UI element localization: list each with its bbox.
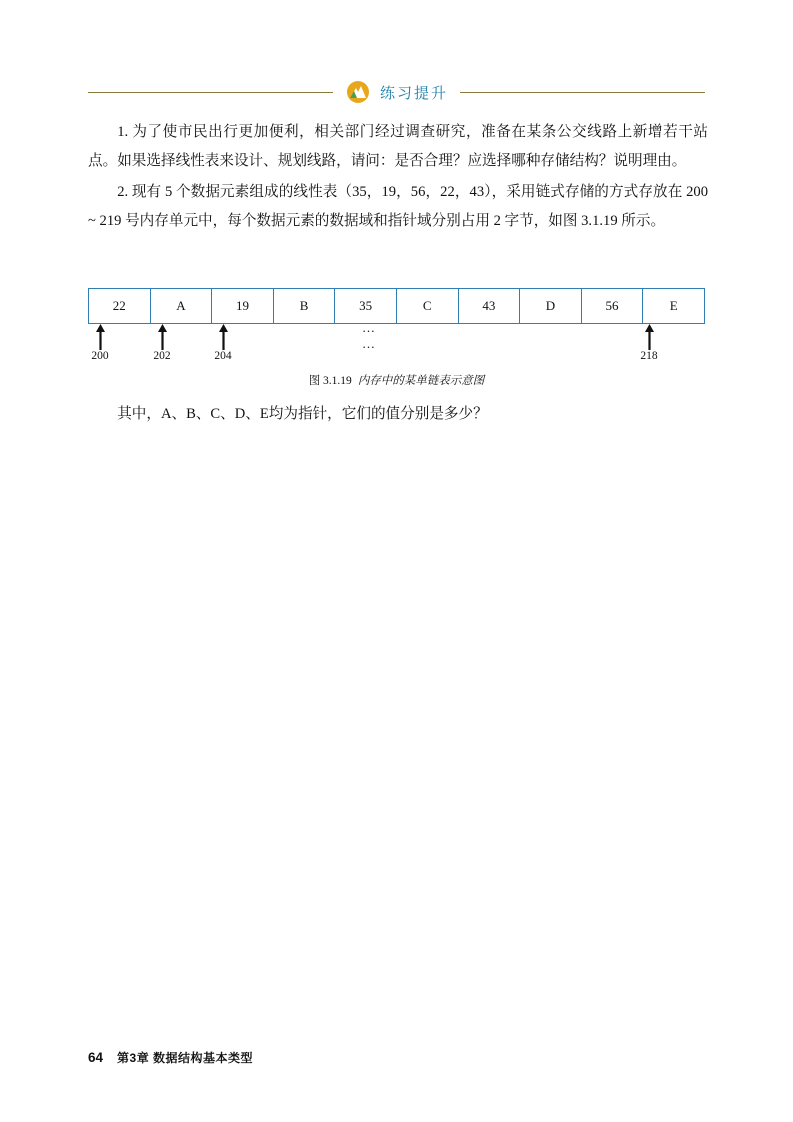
memory-cell: C <box>396 289 458 324</box>
memory-cell: A <box>150 289 212 324</box>
closing-paragraph: 其中，A、B、C、D、E均为指针，它们的值分别是多少？ <box>117 406 488 422</box>
chapter-title: 第3章 数据结构基本类型 <box>117 1051 254 1065</box>
address-pointer-row <box>88 320 705 370</box>
sun-icon <box>345 79 371 105</box>
address-label: 200 <box>91 350 109 362</box>
exercise-list <box>88 118 708 238</box>
memory-cell: 22 <box>89 289 151 324</box>
memory-cell: 56 <box>581 289 643 324</box>
memory-cell: 19 <box>212 289 274 324</box>
header-center <box>333 79 460 105</box>
address-label: 202 <box>153 350 171 362</box>
address-label: 218 <box>640 350 658 362</box>
figure-caption <box>88 372 705 388</box>
memory-cell: E <box>643 289 705 324</box>
ellipsis: … <box>362 320 376 335</box>
section-title: 练习提升 <box>380 84 449 102</box>
address-label: 204 <box>214 350 232 362</box>
figure-caption-text: 内存中的某单链表示意图 <box>357 375 485 387</box>
page-number: 64 <box>88 1050 104 1065</box>
memory-cell-table <box>88 288 705 324</box>
section-header <box>88 78 705 106</box>
header-rule-left <box>88 92 333 93</box>
memory-cell: 43 <box>458 289 520 324</box>
table-row <box>89 289 705 324</box>
memory-cell: 35 <box>335 289 397 324</box>
memory-cell: B <box>273 289 335 324</box>
exercise-item-1: 1. 为了使市民出行更加便利，相关部门经过调查研究，准备在某条公交线路上新增若干站点。如果选择线性表来设计、规划线路，请问：是否合理？应选择哪种存储结构？说明理由。 <box>88 124 708 169</box>
address-arrow-icon <box>96 324 105 350</box>
address-arrow-icon <box>219 324 228 350</box>
memory-diagram <box>88 288 705 388</box>
address-arrow-icon <box>158 324 167 350</box>
memory-cell: D <box>520 289 582 324</box>
ellipsis: … <box>362 336 376 351</box>
page-footer <box>88 1049 253 1066</box>
header-rule-right <box>460 92 705 93</box>
address-arrow-icon <box>645 324 654 350</box>
figure-number: 图 3.1.19 <box>308 375 352 387</box>
exercise-item-2: 2. 现有 5 个数据元素组成的线性表（35，19，56，22，43），采用链式存储的方式存放在 200 ~ 219 号内存单元中，每个数据元素的数据域和指针域分别占用 2 字节，如图 3.1.19 所示。 <box>88 184 708 229</box>
closing-paragraph-wrap <box>88 400 708 431</box>
